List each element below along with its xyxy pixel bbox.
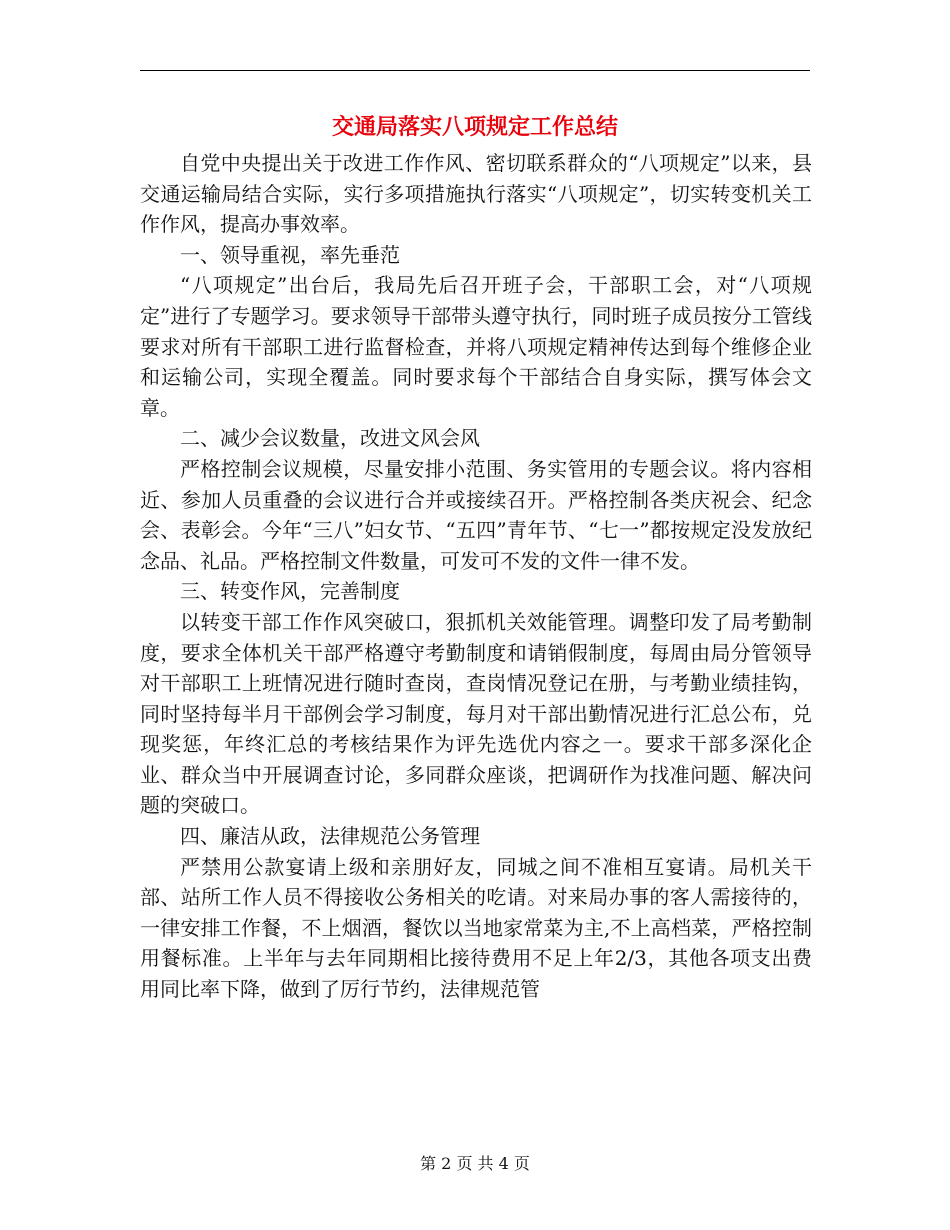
section-heading-1: 一、领导重视，率先垂范: [180, 242, 400, 267]
intro-paragraph: 自党中央提出关于改进工作作风、密切联系群众的“八项规定”以来，县交通运输局结合实际，实行多项措施执行落实“八项规定”，切实转变机关工作作风，提高办事效率。: [140, 151, 812, 237]
header-rule: [140, 70, 810, 71]
section-heading-2: 二、减少会议数量，改进文风会风: [180, 426, 480, 451]
section-paragraph-3: 以转变干部工作作风突破口，狠抓机关效能管理。调整印发了局考勤制度，要求全体机关干部严格遵守考勤制度和请销假制度，每周由局分管领导对干部职工上班情况进行随时查岗，查岗情况登记在册，与考勤业绩挂钩，同时坚持每半月干部例会学习制度，每月对干部出勤情况进行汇总公布，兑现奖惩，年终汇总的考核结果作为评先选优内容之一。要求干部多深化企业、群众当中开展调查讨论，多同群众座谈，把调研作为找准问题、解决问题的突破口。: [140, 609, 812, 818]
page-number-footer: 第 2 页 共 4 页: [420, 1154, 530, 1173]
document-body: [140, 148, 812, 1005]
section-heading-3: 三、转变作风，完善制度: [180, 579, 400, 604]
section-paragraph-2: 严格控制会议规模，尽量安排小范围、务实管用的专题会议。将内容相近、参加人员重叠的会议进行合并或接续召开。严格控制各类庆祝会、纪念会、表彰会。今年“三八”妇女节、“五四”青年节、“七一”都按规定没发放纪念品、礼品。严格控制文件数量，可发可不发的文件一律不发。: [140, 456, 812, 573]
document-title: 交通局落实八项规定工作总结: [331, 114, 618, 140]
section-heading-4: 四、廉洁从政，法律规范公务管理: [180, 824, 480, 849]
section-paragraph-4: 严禁用公款宴请上级和亲朋好友，同城之间不准相互宴请。局机关干部、站所工作人员不得接收公务相关的吃请。对来局办事的客人需接待的，一律安排工作餐，不上烟酒，餐饮以当地家常菜为主,不上高档菜，严格控制用餐标准。上半年与去年同期相比接待费用不足上年2/3，其他各项支出费用同比率下降，做到了厉行节约，法律规范管: [140, 854, 812, 1002]
section-paragraph-1: “八项规定”出台后，我局先后召开班子会，干部职工会，对“八项规定”进行了专题学习。要求领导干部带头遵守执行，同时班子成员按分工管线要求对所有干部职工进行监督检查，并将八项规定精神传达到每个维修企业和运输公司，实现全覆盖。同时要求每个干部结合自身实际，撰写体会文章。: [140, 273, 812, 420]
